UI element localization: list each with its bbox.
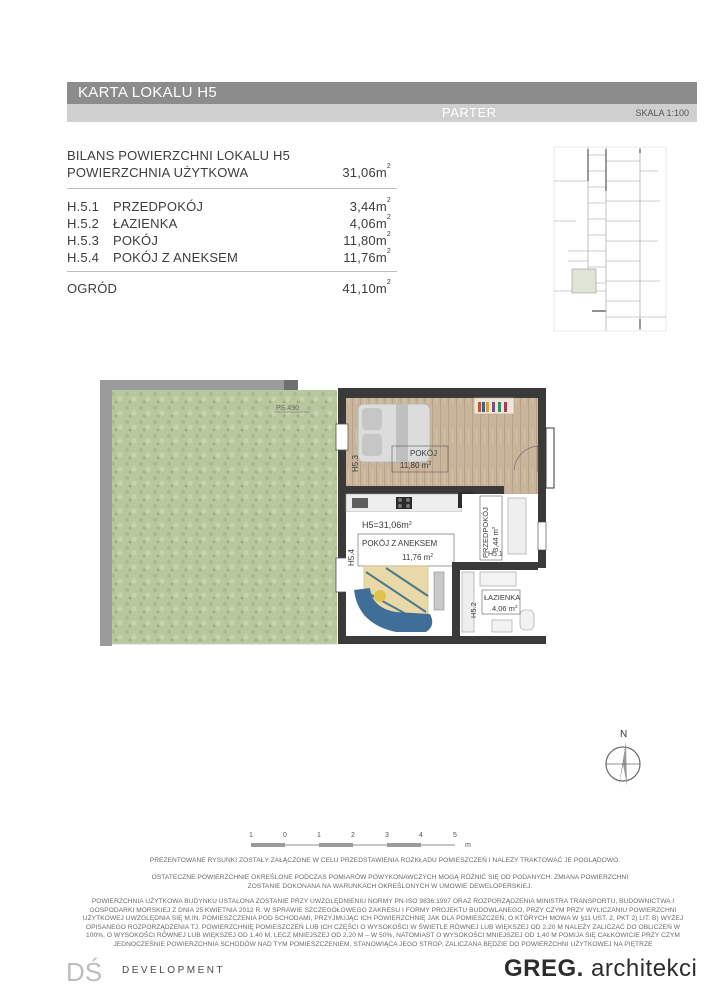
scale-tick-label: 2	[351, 832, 355, 839]
room-area: $3,44m^2$	[349, 197, 391, 214]
room-row	[67, 250, 397, 267]
title-bar	[67, 82, 697, 104]
note-paragraph-3: POWIERZCHNIA UŻYTKOWA BUDYNKU USTALONA ZOSTANIE PRZY UWZGLĘDNIENIU NORMY PN-ISO 9836:1997 ORAZ ROZPORZĄDZENIA MINISTRA TRANSPORTU, BUDOWNICTWA I GOSPODARKI MORSKIEJ Z DNIA 25 KWIETNIA 2012 R. W SPRAWIE SZCZEGÓŁOWEGO ZAKRESU I FORMY PROJEKTU BUDOWLANEGO, PRZY CZYM PRZY WYLICZANIU POWIERZCHNI UŻYTKOWEJ UWZGLĘDNIA SIĘ M.IN. POMIESZCZENIA POD SCHODAMI, PRZYJMUJĄC ICH POWIERZCHNIĘ JAK DLA POMIESZCZEŃ, O KTÓRYCH MOWA W §11 UST. 2, PKT 2) LIT. B) WYŻEJ OPISANEGO ROZPORZĄDZENIA TJ. POWIERZCHNIĘ POMIESZCZEŃ LUB ICH CZĘŚCI O WYSOKOŚCI W ŚWIETLE RÓWNEJ LUB WIĘKSZEJ OD 2,20 M NALEŻY ZALICZAĆ DO OBLICZEŃ W 100%, O WYSOKOŚCI RÓWNEJ LUB WIĘKSZEJ OD 1,40 M, LECZ MNIEJSZEJ OD 2,20 M – W 50%, NATOMIAST O WYSOKOŚCI MNIEJSZEJ OD 1,40 M POMIJA SIĘ CAŁKOWICIE PRZY CZYM JEDNOCZEŚNIE POWIERZCHNIA SCHODÓW NAD TYM POMIESZCZENIEM, STANOWIĄCA JEGO STROP, ZALICZANA BĘDZIE DO POWIERZCHNI UŻYTKOWEJ NA PIĘTRZE	[82, 898, 684, 948]
wall	[452, 562, 538, 570]
key-plan	[548, 141, 668, 341]
room-aneks-area: 11,76 $m^2$	[402, 553, 434, 562]
scale-tick-label: 4	[419, 832, 423, 839]
room-lazienka-label: ŁAZIENKA	[484, 593, 521, 602]
north-compass	[600, 728, 646, 788]
wardrobe	[508, 498, 526, 554]
entrance-door-opening	[538, 522, 546, 550]
floor-plan	[96, 376, 566, 676]
room-lazienka-code: H5.2	[469, 602, 478, 618]
unit-total-area: $H5=31,06m^2$	[362, 520, 412, 530]
wall	[346, 486, 504, 494]
room-aneks-code: H5.4	[347, 549, 356, 566]
wall	[338, 388, 546, 398]
room-pokoj-code: H5.3	[351, 455, 360, 472]
room-name: POKÓJ	[113, 233, 159, 248]
wall	[100, 380, 284, 390]
usable-area-value: $31,06m^2$	[342, 163, 391, 180]
room-area: $4,06m^2$	[349, 214, 391, 231]
pillow	[362, 434, 382, 456]
room-pokoj-label: POKÓJ	[410, 449, 438, 458]
room-name: POKÓJ Z ANEKSEM	[113, 250, 239, 265]
tv-stand	[434, 572, 444, 610]
blanket	[396, 404, 408, 462]
scale-label: SKALA 1:100	[635, 108, 689, 118]
room-code: H.5.2	[67, 216, 100, 231]
pillow	[362, 408, 382, 430]
room-row	[67, 199, 397, 216]
sink	[352, 498, 368, 508]
room-przedpokoj-area: 3,44 $m^2$	[491, 526, 500, 552]
developer-logo-mark: DŚ	[66, 957, 103, 985]
wall	[338, 636, 546, 644]
developer-logo	[66, 957, 106, 985]
door-frame	[546, 428, 554, 488]
cushion	[374, 590, 386, 602]
room-code: H.5.4	[67, 250, 100, 265]
shower	[462, 572, 474, 632]
subtitle-bar	[67, 104, 697, 122]
room-area: $11,80m^2$	[343, 231, 391, 248]
scale-segment	[387, 843, 421, 847]
room-row	[67, 233, 397, 250]
room-row	[67, 216, 397, 233]
divider	[67, 271, 397, 272]
scale-tick-label: 5	[453, 832, 457, 839]
level-mark: PS.490	[276, 405, 299, 412]
room-name: ŁAZIENKA	[113, 216, 178, 231]
wall	[538, 388, 546, 488]
room-przedpokoj-label: PRZEDPOKÓJ	[481, 507, 490, 558]
north-label: N	[620, 729, 628, 740]
scale-tick-label: 3	[385, 832, 389, 839]
usable-area-row	[67, 165, 397, 182]
usable-area-label: POWIERZCHNIA UŻYTKOWA	[67, 165, 249, 180]
garden-row	[67, 281, 397, 298]
scale-tick-label: 1	[249, 832, 253, 839]
garden-area: $41,10m^2$	[342, 279, 391, 296]
scale-tick-label: 1	[317, 832, 321, 839]
balance-heading-row	[67, 148, 397, 165]
scale-segment	[319, 843, 353, 847]
balance-heading: BILANS POWIERZCHNI LOKALU H5	[67, 148, 291, 163]
divider	[67, 188, 397, 189]
room-aneks-label: POKÓJ Z ANEKSEM	[362, 539, 438, 548]
wall	[100, 380, 112, 646]
architect-logo: GREG. architekci	[504, 955, 698, 982]
page-title: KARTA LOKALU H5	[78, 84, 218, 101]
garden-area-fill	[112, 390, 337, 644]
room-przedpokoj-code: H5.1	[488, 551, 503, 558]
note-line-1: PREZENTOWANE RYSUNKI ZOSTAŁY ZAŁĄCZONE W CELU PRZEDSTAWIENIA ROZKŁADU POMIESZCZEŃ I NALEŻY TRAKTOWAĆ JE POGLĄDOWO.	[149, 857, 621, 864]
column	[284, 380, 298, 390]
developer-name: DEVELOPMENT	[122, 965, 226, 976]
note-paragraph-2: OSTATECZNE POWIERZCHNIE OKREŚLONE PODCZAS POMIARÓW POWYKONAWCZYCH MOGĄ RÓŻNIĆ SIĘ OD PODANYCH. ZMIANA POWIERZCHNI ZOSTANIE DOKONANA NA WARUNKACH OKREŚLONYCH W UMOWIE DEWELOPERSKIEJ.	[151, 874, 629, 890]
garden-label: OGRÓD	[67, 281, 118, 296]
wall	[452, 562, 460, 636]
scale-tick-label: 0	[283, 832, 287, 839]
room-lazienka-area: 4,06 $m^2$	[492, 604, 518, 613]
cooktop	[396, 497, 412, 509]
washbasin	[492, 620, 512, 632]
level-label: PARTER	[442, 105, 497, 120]
washing-machine	[480, 572, 516, 586]
room-name: PRZEDPOKÓJ	[113, 199, 204, 214]
window	[336, 424, 348, 450]
scale-bar	[245, 829, 475, 851]
toilet	[520, 610, 534, 630]
room-pokoj-area: 11,80 $m^2$	[400, 461, 432, 470]
scale-segment	[251, 843, 285, 847]
scale-unit: m	[465, 842, 471, 849]
highlighted-unit	[572, 269, 596, 293]
room-code: H.5.3	[67, 233, 100, 248]
room-area: $11,76m^2$	[343, 248, 391, 265]
room-code: H.5.1	[67, 199, 100, 214]
